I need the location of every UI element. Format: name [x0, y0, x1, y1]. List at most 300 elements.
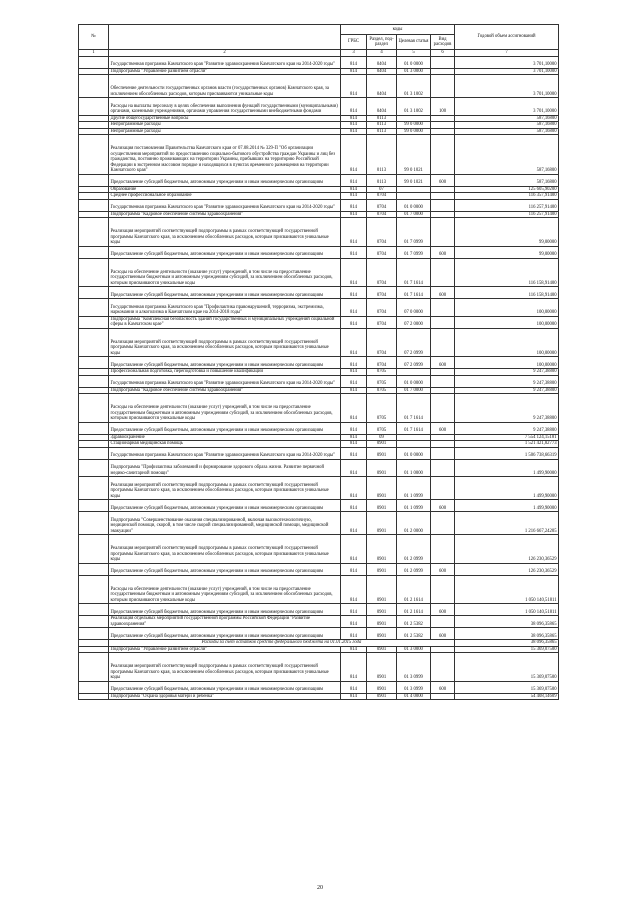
row-name: Реализация мероприятий соответствующей подпрограммы в рамках соответствующей государственной программы Камчатского края, за исключением обособленных расходов, которым присваиваются уникальные коды — [109, 653, 341, 682]
row-grbs: 814 — [341, 604, 367, 616]
row-sum: 116 257,91400 — [455, 211, 559, 218]
row-section: 0901 — [367, 477, 397, 500]
row-note: Расходы за счет остатков средств федерального бюджета на 01.01.2015 года — [109, 640, 455, 647]
row-sum: 15 369,07500 — [455, 681, 559, 693]
row-name: Предоставление субсидий бюджетным, автономным учреждениям и иным некоммерческим организациям — [109, 628, 341, 640]
row-section: 0901 — [367, 604, 397, 616]
row-name: Предоставление субсидий бюджетным, автономным учреждениям и иным некоммерческим организациям — [109, 604, 341, 616]
row-name: Предоставление субсидий бюджетным, автономным учреждениям и иным некоммерческим организациям — [109, 681, 341, 693]
row-grbs: 814 — [341, 646, 367, 653]
row-grbs: 814 — [341, 246, 367, 258]
row-number-cell — [79, 316, 109, 328]
row-sum: 587,16800 — [455, 135, 559, 175]
row-grbs: 814 — [341, 681, 367, 693]
row-vid: 600 — [431, 174, 455, 186]
row-sum: 587,16800 — [455, 128, 559, 135]
row-vid: 600 — [431, 287, 455, 299]
row-sum: 126 230,36529 — [455, 535, 559, 564]
table-row — [79, 218, 559, 247]
row-vid — [431, 693, 455, 700]
row-section: 0901 — [367, 628, 397, 640]
row-vid — [431, 258, 455, 287]
row-grbs: 814 — [341, 628, 367, 640]
row-target: 99 0 0000 — [397, 128, 431, 135]
row-section: 0705 — [367, 375, 397, 387]
row-grbs: 814 — [341, 447, 367, 459]
row-name: Государственная программа Камчатского края "Развитие здравоохранения Камчатского края на 2014-2020 годы" — [109, 56, 341, 68]
row-name: Здравоохранение — [109, 434, 341, 441]
row-vid: 600 — [431, 422, 455, 434]
row-sum: 9 247,38800 — [455, 375, 559, 387]
row-name: Расходы на обеспечение деятельности (оказание услуг) учреждений, в том числе на предоставление государственным бюджетным и автономным учреждениям субсидий, за исключением обособленных расходов, которым присваиваются уникальные коды — [109, 258, 341, 287]
row-name: Государственная программа Камчатского края "Развитие здравоохранения Камчатского края на 2014-2020 годы" — [109, 447, 341, 459]
row-number-cell — [79, 575, 109, 604]
row-sum: 3 701,10000 — [455, 68, 559, 75]
row-name: Государственная программа Камчатского края "Развитие здравоохранения Камчатского края на 2014-2020 годы" — [109, 199, 341, 211]
row-target: 01 3 1002 — [397, 75, 431, 98]
row-name: Стационарная медицинская помощь — [109, 441, 341, 448]
table-row — [79, 616, 559, 628]
row-section: 0901 — [367, 535, 397, 564]
row-number-cell — [79, 218, 109, 247]
row-sum: 1 499,90000 — [455, 477, 559, 500]
row-section: 0404 — [367, 98, 397, 116]
row-name: Среднее профессиональное образование — [109, 193, 341, 200]
row-vid — [431, 653, 455, 682]
row-number-cell — [79, 422, 109, 434]
row-name: Подпрограмма "Кадровое обеспечение системы здравоохранения" — [109, 387, 341, 394]
row-name: Реализация постановления Правительства Камчатского края от 07.08.2014 № 329-П "Об организации осуществления мероприятий по предоставлению социально-бытового обустройства граждан Украины и лиц без гражданства, постоянно проживающих на территории Украины, прибывших на территорию Российской Федерации в экстренном массовом порядке и находящихся в пунктах временного размещения на территории Камчатского края" — [109, 135, 341, 175]
row-vid — [431, 299, 455, 317]
row-target: 01 2 1614 — [397, 604, 431, 616]
row-section: 0113 — [367, 128, 397, 135]
row-name: Подпрограмма "Управление развитием отрасли" — [109, 646, 341, 653]
column-number: 2 — [109, 50, 341, 57]
row-grbs: 814 — [341, 459, 367, 477]
table-row — [79, 653, 559, 682]
table-row — [79, 56, 559, 68]
row-number-cell — [79, 357, 109, 369]
row-vid: 600 — [431, 563, 455, 575]
row-vid: 600 — [431, 681, 455, 693]
row-section: 0704 — [367, 287, 397, 299]
table-row — [79, 512, 559, 535]
row-section: 0901 — [367, 441, 397, 448]
row-grbs: 814 — [341, 616, 367, 628]
table-row — [79, 459, 559, 477]
row-grbs: 814 — [341, 258, 367, 287]
row-target: 01 7 1614 — [397, 258, 431, 287]
row-grbs: 814 — [341, 193, 367, 200]
row-sum: 38 096,35865 — [455, 640, 559, 647]
row-section: 07 — [367, 186, 397, 193]
row-sum: 100,00000 — [455, 328, 559, 357]
row-section: 0113 — [367, 135, 397, 175]
row-sum: 9 247,38800 — [455, 422, 559, 434]
row-sum: 116 257,91400 — [455, 199, 559, 211]
row-name: Непрограммные расходы — [109, 128, 341, 135]
row-sum: 1 506 738,66319 — [455, 447, 559, 459]
row-number-cell — [79, 604, 109, 616]
row-target: 01 2 5382 — [397, 616, 431, 628]
row-grbs: 814 — [341, 477, 367, 500]
row-grbs: 814 — [341, 218, 367, 247]
table-row — [79, 299, 559, 317]
row-grbs: 814 — [341, 211, 367, 218]
row-section: 0901 — [367, 646, 397, 653]
row-target: 01 7 1614 — [397, 422, 431, 434]
row-number-cell — [79, 394, 109, 423]
header-target: Целевая статья — [397, 35, 431, 50]
row-number-cell — [79, 75, 109, 98]
table-row — [79, 328, 559, 357]
row-name: Подпрограмма "Управление развитием отрасли" — [109, 68, 341, 75]
row-target: 01 7 1614 — [397, 394, 431, 423]
row-number-cell — [79, 512, 109, 535]
row-target: 01 0 0000 — [397, 56, 431, 68]
row-section: 0901 — [367, 681, 397, 693]
row-vid — [431, 328, 455, 357]
document-page — [78, 24, 558, 700]
row-grbs: 814 — [341, 128, 367, 135]
row-section: 0901 — [367, 616, 397, 628]
row-number-cell — [79, 328, 109, 357]
header-section: Раздел, под-раздел — [367, 35, 397, 50]
row-grbs: 814 — [341, 575, 367, 604]
row-target: 01 3 0000 — [397, 646, 431, 653]
row-target: 01 0 0000 — [397, 447, 431, 459]
row-vid — [431, 218, 455, 247]
row-target: 99 0 0000 — [397, 122, 431, 129]
row-target: 01 1 0999 — [397, 500, 431, 512]
table-row — [79, 75, 559, 98]
row-vid — [431, 316, 455, 328]
row-sum: 1 216 667,24205 — [455, 512, 559, 535]
table-row — [79, 394, 559, 423]
table-row — [79, 575, 559, 604]
row-grbs: 814 — [341, 422, 367, 434]
row-sum: 587,16800 — [455, 174, 559, 186]
row-target: 07 0 0000 — [397, 299, 431, 317]
column-number: 5 — [397, 50, 431, 57]
row-target: 01 7 0999 — [397, 218, 431, 247]
row-sum: 116 158,91400 — [455, 258, 559, 287]
row-section: 0704 — [367, 299, 397, 317]
row-name: Расходы на обеспечение деятельности (оказание услуг) учреждений, в том числе на предоставление государственным бюджетным и автономным учреждениям субсидий, за исключением обособленных расходов, которым присваиваются уникальные коды — [109, 575, 341, 604]
row-target: 07 2 0999 — [397, 328, 431, 357]
row-section: 0704 — [367, 211, 397, 218]
table-row — [79, 500, 559, 512]
table-row — [79, 98, 559, 116]
row-vid — [431, 575, 455, 604]
row-target: 99 0 1021 — [397, 135, 431, 175]
row-sum: 100,00000 — [455, 299, 559, 317]
row-number-cell — [79, 375, 109, 387]
row-vid: 600 — [431, 500, 455, 512]
row-grbs: 814 — [341, 693, 367, 700]
row-sum: 100,00000 — [455, 316, 559, 328]
row-target: 01 3 1002 — [397, 98, 431, 116]
row-grbs: 814 — [341, 512, 367, 535]
row-number-cell — [79, 56, 109, 68]
table-row — [79, 604, 559, 616]
table-row — [79, 287, 559, 299]
table-row — [79, 357, 559, 369]
row-name: Реализация мероприятий соответствующей подпрограммы в рамках соответствующей государственной программы Камчатского края, за исключением обособленных расходов, которым присваиваются уникальные коды — [109, 218, 341, 247]
row-vid — [431, 135, 455, 175]
row-name: Подпрограмма "Совершенствование оказания специализированной, включая высокотехнологичную, медицинской помощи, скорой, в том числе скорой специализированной, медицинской помощи, медицинской эвакуации" — [109, 512, 341, 535]
row-section: 0901 — [367, 512, 397, 535]
row-target: 01 2 1614 — [397, 575, 431, 604]
row-grbs: 814 — [341, 186, 367, 193]
row-grbs: 814 — [341, 115, 367, 122]
row-section: 0705 — [367, 387, 397, 394]
table-row — [79, 681, 559, 693]
row-grbs: 814 — [341, 299, 367, 317]
row-grbs: 814 — [341, 56, 367, 68]
row-number-cell — [79, 459, 109, 477]
row-section: 0704 — [367, 258, 397, 287]
row-target: 99 0 1021 — [397, 174, 431, 186]
row-number-cell — [79, 199, 109, 211]
row-name: Реализация мероприятий соответствующей подпрограммы в рамках соответствующей государственной программы Камчатского края, за исключением обособленных расходов, которым присваиваются уникальные коды — [109, 535, 341, 564]
row-section: 0704 — [367, 199, 397, 211]
row-section: 0704 — [367, 193, 397, 200]
row-section: 0901 — [367, 653, 397, 682]
row-number-cell — [79, 258, 109, 287]
row-name: Государственная программа Камчатского края "Профилактика правонарушений, терроризма, экстремизма, наркомании и алкоголизма в Камчатском крае на 2014-2018 годы" — [109, 299, 341, 317]
row-target: 01 7 0000 — [397, 211, 431, 218]
row-number-cell — [79, 477, 109, 500]
row-target: 01 1 0999 — [397, 477, 431, 500]
row-vid: 600 — [431, 246, 455, 258]
row-section: 0704 — [367, 218, 397, 247]
table-body — [79, 56, 559, 700]
row-section: 0404 — [367, 56, 397, 68]
row-name: Предоставление субсидий бюджетным, автономным учреждениям и иным некоммерческим организациям — [109, 357, 341, 369]
table-row — [79, 316, 559, 328]
row-sum: 54 408,14609 — [455, 693, 559, 700]
row-section: 0113 — [367, 122, 397, 129]
row-sum: 1 499,90000 — [455, 500, 559, 512]
row-sum: 3 701,10000 — [455, 75, 559, 98]
row-number-cell — [79, 246, 109, 258]
row-target: 01 2 0000 — [397, 512, 431, 535]
row-section: 09 — [367, 434, 397, 441]
row-sum: 100,00000 — [455, 357, 559, 369]
row-target: 01 7 0999 — [397, 246, 431, 258]
row-grbs: 814 — [341, 434, 367, 441]
row-grbs: 814 — [341, 394, 367, 423]
row-sum: 1 050 140,51811 — [455, 575, 559, 604]
row-section: 0704 — [367, 357, 397, 369]
table-row — [79, 693, 559, 700]
row-grbs: 814 — [341, 328, 367, 357]
row-grbs: 814 — [341, 653, 367, 682]
row-grbs: 814 — [341, 369, 367, 376]
row-sum: 9 247,38800 — [455, 369, 559, 376]
page-number: 20 — [317, 885, 323, 891]
row-number-cell — [79, 98, 109, 116]
row-section: 0704 — [367, 316, 397, 328]
table-row — [79, 258, 559, 287]
table-row — [79, 199, 559, 211]
row-number-cell — [79, 447, 109, 459]
row-name: Расходы на обеспечение деятельности (оказание услуг) учреждений, в том числе на предоставление государственным бюджетным и автономным учреждениям субсидий, за исключением обособленных расходов, которым присваиваются уникальные коды — [109, 394, 341, 423]
row-section: 0113 — [367, 174, 397, 186]
row-target: 01 3 0999 — [397, 681, 431, 693]
row-grbs: 814 — [341, 357, 367, 369]
row-section: 0705 — [367, 422, 397, 434]
row-grbs: 814 — [341, 174, 367, 186]
row-vid — [431, 394, 455, 423]
row-vid — [431, 75, 455, 98]
row-target: 01 2 0999 — [397, 535, 431, 564]
row-number-cell — [79, 174, 109, 186]
row-grbs: 814 — [341, 387, 367, 394]
row-grbs: 814 — [341, 199, 367, 211]
row-grbs: 814 — [341, 375, 367, 387]
row-name: Непрограммные расходы — [109, 122, 341, 129]
row-name: Предоставление субсидий бюджетным, автономным учреждениям и иным некоммерческим организациям — [109, 422, 341, 434]
row-target: 01 7 1614 — [397, 287, 431, 299]
row-section: 0705 — [367, 369, 397, 376]
row-grbs: 814 — [341, 122, 367, 129]
row-vid — [431, 512, 455, 535]
header-annual: Годовой объем ассигнований — [455, 25, 559, 50]
row-sum: 1 050 140,51811 — [455, 604, 559, 616]
row-name: Профессиональная подготовка, переподготовка и повышение квалификации — [109, 369, 341, 376]
row-target: 01 2 5382 — [397, 628, 431, 640]
row-name: Подпрограмма "Комплексная безопасность зданий государственных и муниципальных учреждений социальной сферы в Камчатском крае" — [109, 316, 341, 328]
row-section: 0901 — [367, 575, 397, 604]
row-number-cell — [79, 299, 109, 317]
row-grbs: 814 — [341, 68, 367, 75]
row-grbs: 814 — [341, 563, 367, 575]
header-grbs: ГРБС — [341, 35, 367, 50]
row-sum: 38 096,35865 — [455, 628, 559, 640]
row-number-cell — [79, 287, 109, 299]
row-sum: 15 369,07500 — [455, 653, 559, 682]
column-number: 6 — [431, 50, 455, 57]
row-section: 0404 — [367, 75, 397, 98]
row-number-cell — [79, 500, 109, 512]
row-vid — [431, 199, 455, 211]
row-sum: 7 554 124,15181 — [455, 434, 559, 441]
table-row — [79, 477, 559, 500]
row-vid: 600 — [431, 628, 455, 640]
row-number-cell — [79, 135, 109, 175]
row-target: 01 2 0999 — [397, 563, 431, 575]
row-grbs: 814 — [341, 500, 367, 512]
row-name: Государственная программа Камчатского края "Развитие здравоохранения Камчатского края на 2014-2020 годы" — [109, 375, 341, 387]
row-sum: 587,16800 — [455, 115, 559, 122]
row-name: Предоставление субсидий бюджетным, автономным учреждениям и иным некоммерческим организациям — [109, 246, 341, 258]
row-sum: 587,16800 — [455, 122, 559, 129]
row-target: 07 2 0999 — [397, 357, 431, 369]
table-row — [79, 135, 559, 175]
row-number-cell — [79, 681, 109, 693]
row-section: 0705 — [367, 394, 397, 423]
header-number: № — [79, 25, 109, 50]
row-sum: 1 499,90000 — [455, 459, 559, 477]
row-sum: 3 701,10000 — [455, 56, 559, 68]
row-number-cell — [79, 628, 109, 640]
row-section: 0113 — [367, 115, 397, 122]
row-section: 0704 — [367, 246, 397, 258]
row-name: Предоставление субсидий бюджетным, автономным учреждениям и иным некоммерческим организациям — [109, 174, 341, 186]
row-name: Предоставление субсидий бюджетным, автономным учреждениям и иным некоммерческим организациям — [109, 287, 341, 299]
row-section: 0901 — [367, 563, 397, 575]
row-name: Подпрограмма "Профилактика заболеваний и формирование здорового образа жизни. Развитие первичной медико-санитарной помощи" — [109, 459, 341, 477]
row-grbs: 814 — [341, 535, 367, 564]
row-sum: 116 158,91400 — [455, 287, 559, 299]
row-target: 01 4 0000 — [397, 693, 431, 700]
row-number-cell — [79, 616, 109, 628]
row-vid — [431, 447, 455, 459]
row-number-cell — [79, 693, 109, 700]
table-row — [79, 422, 559, 434]
column-number: 1 — [79, 50, 109, 57]
row-sum: 99,00000 — [455, 246, 559, 258]
row-target: 01 1 0000 — [397, 459, 431, 477]
row-name: Реализация отдельных мероприятий государственной программы Российской Федерации "Развитие здравоохранения" — [109, 616, 341, 628]
row-name: Предоставление субсидий бюджетным, автономным учреждениям и иным некоммерческим организациям — [109, 500, 341, 512]
row-sum: 15 369,07500 — [455, 646, 559, 653]
row-section: 0704 — [367, 328, 397, 357]
row-name: Образование — [109, 186, 341, 193]
row-number-cell — [79, 535, 109, 564]
row-name: Подпрограмма "Кадровое обеспечение системы здравоохранения" — [109, 211, 341, 218]
row-target: 01 0 0000 — [397, 199, 431, 211]
row-grbs: 814 — [341, 75, 367, 98]
row-grbs: 814 — [341, 441, 367, 448]
row-sum: 1 521 421,82773 — [455, 441, 559, 448]
budget-table — [78, 24, 559, 700]
row-vid — [431, 56, 455, 68]
row-section: 0901 — [367, 447, 397, 459]
row-vid: 600 — [431, 357, 455, 369]
table-row — [79, 375, 559, 387]
table-row — [79, 174, 559, 186]
row-sum: 126 230,36529 — [455, 563, 559, 575]
table-row — [79, 628, 559, 640]
row-name: Другие общегосударственные вопросы — [109, 115, 341, 122]
table-row — [79, 447, 559, 459]
row-sum: 9 247,38800 — [455, 394, 559, 423]
header-codes: коды — [341, 25, 455, 35]
row-sum: 125 605,90200 — [455, 186, 559, 193]
row-grbs: 814 — [341, 135, 367, 175]
row-sum: 3 701,10000 — [455, 98, 559, 116]
table-row — [79, 535, 559, 564]
row-target: 01 0 0000 — [397, 375, 431, 387]
row-target: 01 3 0999 — [397, 653, 431, 682]
row-grbs: 814 — [341, 98, 367, 116]
row-section: 0901 — [367, 500, 397, 512]
row-name: Предоставление субсидий бюджетным, автономным учреждениям и иным некоммерческим организациям — [109, 563, 341, 575]
row-target: 01 3 0000 — [397, 68, 431, 75]
row-section: 0404 — [367, 68, 397, 75]
row-sum: 38 096,35865 — [455, 616, 559, 628]
row-target: 01 7 0000 — [397, 387, 431, 394]
column-number: 3 — [341, 50, 367, 57]
row-name: Подпрограмма "Охрана здоровья матери и ребенка" — [109, 693, 341, 700]
row-section: 0901 — [367, 459, 397, 477]
row-sum: 9 247,38800 — [455, 387, 559, 394]
row-target: 07 2 0000 — [397, 316, 431, 328]
row-vid — [431, 477, 455, 500]
